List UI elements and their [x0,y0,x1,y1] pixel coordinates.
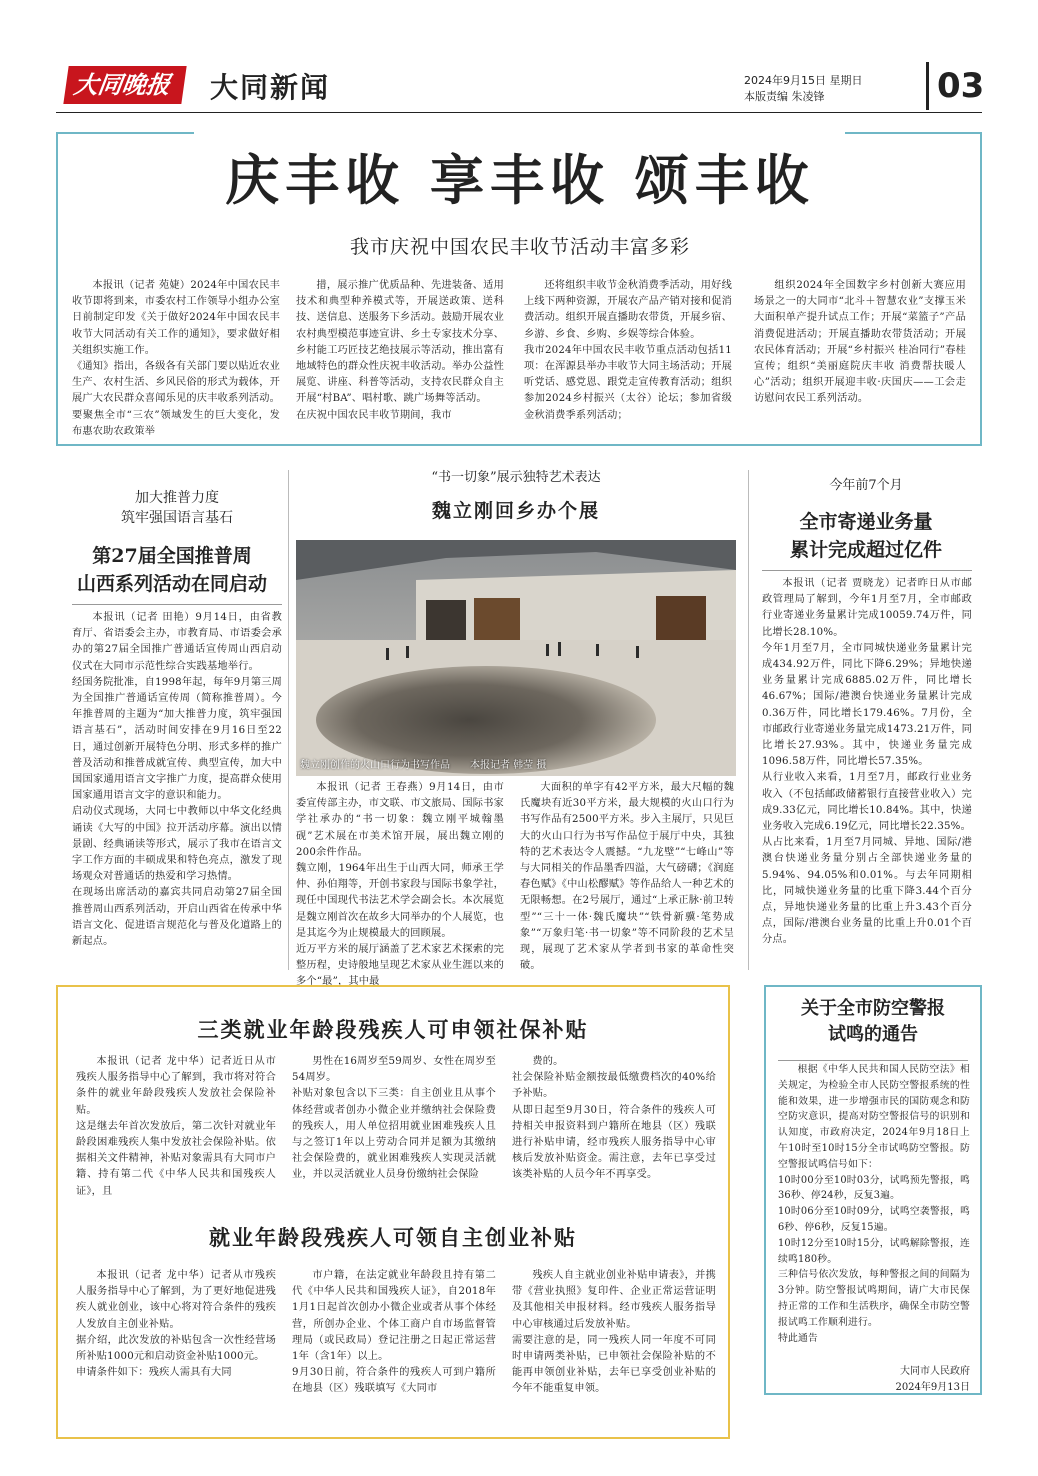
startup-column-3: 残疾人自主就业创业补贴申请表》，并携带《营业执照》复印件、企业正常运营证明及其他相关申报材料。经市残疾人服务指导中心审核通过后发放补贴。 需要注意的是，同一残疾人同一年度不可同时申请两类补贴，已申领社会保险补贴的不能再申领创业补贴，去年已享受创业补贴的今年不能重复申领。 [512,1270,716,1395]
putonghua-title [60,542,284,598]
social-column-3: 费的。 社会保险补贴金额按最低缴费档次的40%给予补贴。 从即日起至9月30日，符合条件的残疾人可持相关申报资料到户籍所在地县（区）残联进行补贴申请，经市残疾人服务指导中心审核后发放补贴资金。需注意，去年已享受过该类补贴的人员今年不再享受。 [512,1056,716,1181]
exhibit-kicker: “书一切象”展示独特艺术表达 [431,470,601,485]
social-title: 三类就业年龄段残疾人可申领社保补贴 [197,1017,589,1042]
notice-sign-date: 2024年9月13日 [895,1382,970,1393]
post-kicker: 今年前7个月 [829,478,903,493]
putonghua-kicker-line1: 加大推普力度 [135,490,219,506]
lead-column-1: 本报讯（记者 苑婕）2024年中国农民丰收节即将到来，市委农村工作领导小组办公室日前制定印发《关于做好2024年中国农民丰收节大同活动有关工作的通知》，要求做好相关组织实施工作。 《通知》指出，各级各有关部门要以贴近农业生产、农村生活、乡风民俗的形式为载体，开展广大农民群众喜闻乐见的庆丰收系列活动。要聚焦全市“三农”领域发生的巨大变化，发布惠农助农政策举 [72,280,280,437]
dateline [744,73,863,105]
notice-body: 根据《中华人民共和国人民防空法》相关规定，为检验全市人民防空警报系统的性能和效果，进一步增强市民的国防观念和防空防灾意识，提高对防空警报信号的识别和认知度，市政府决定，2024年9月18日上午10时至10时15分全市试鸣防空警报。防空警报试鸣信号如下： 10时00分至10时03分，试鸣预先警报，鸣36秒、停24秒，反复3遍。 10时06分至10时09分，试鸣空袭警报，鸣6秒、停6秒，反复15遍。 10时12分至10时15分，试鸣解除警报，连续鸣180秒。 三种信号依次发放，每种警报之间的间隔为3分钟。防空警报试鸣期间，请广大市民保持正常的工作和生活秩序，确保全市防空警报试鸣工作顺利进行。 特此通告 [778,1064,970,1344]
issue-date: 2024年9月15日 星期日 [744,74,863,87]
exhibit-column-1: 本报讯（记者 王春燕）9月14日，由市委宣传部主办，市文联、市文旅局、国际书家学社承办的“书一切象：魏立刚平城翰墨砚”艺术展在市美术馆开展，展出魏立刚的200余件作品。 魏立刚，1964年出生于山西大同，师承王学仲、孙伯翔等，开创书家段与国际书象学社，现任中国现代书法艺术学会副会长。本次展览是魏立刚首次在故乡大同举办的个人展览，也是其迄今为止规模最大的回顾展。 近万平方米的展厅涵盖了艺术家艺术探索的完整历程，史诗般地呈现艺术家从业生涯以来的多个“最”，其中最 [296,782,504,988]
post-rule [762,570,972,571]
notice-signer: 大同市人民政府 [900,1366,970,1377]
lead-box-top-right [845,132,982,134]
lead-column-3: 还将组织丰收节金秋消费季活动，用好线上线下两种资源，开展农产品产销对接和促消费活动。组织开展直播助农带货，开展乡宿、乡游、乡食、乡购、乡娱等综合体验。 我市2024年中国农民丰收节重点活动包括11项：在浑源县举办丰收节大同主场活动；开展听党话、感党恩、跟党走宣传教育活动；组织参加2024乡村振兴（太谷）论坛；参加省级金秋消费季系列活动； [524,280,732,421]
putonghua-body: 本报讯（记者 田艳）9月14日，由省教育厅、省语委会主办，市教育局、市语委会承办的第27届全国推广普通话宣传周山西启动仪式在大同市示范性综合实践基地举行。 经国务院批准，自1998年起，每年9月第三周为全国推广普通话宣传周（简称推普周）。今年推普周的主题为“加大推普力度，筑牢强国语言基石”，活动时间安排在9月16日至22日，通过创新开展特色分明、形式多样的推广普及活动和推普成就宣传、典型宣传，加大中国国家通用语言文字推广力度，提高群众使用国家通用语言文字的意识和能力。 启动仪式现场，大同七中教师以中华文化经典诵读《大写的中国》拉开活动序幕。演出以情景剧、经典诵读等形式，展示了我市在语言文字工作方面的丰硕成果和特色亮点，激发了现场观众对普通话的热爱和学习热情。 在现场出席活动的嘉宾共同启动第27届全国推普周山西系列活动，开启山西省在传承中华语言文化、促进语言规范化与普及化道路上的新起点。 [72,612,282,948]
exhibit-caption: 魏立刚创作的火山口行为书写作品 本报记者 韩莹 摄 [300,760,547,771]
section-title: 大同新闻 [210,71,331,104]
putonghua-rule [72,604,282,605]
masthead-rule [56,112,982,113]
newspaper-logo: 大同晚报 [63,66,186,104]
putonghua-kicker-line2: 筑牢强国语言基石 [121,510,233,526]
column-divider-left [288,470,289,970]
post-title-line1: 全市寄递业务量 [799,511,933,533]
putonghua-kicker [72,488,282,528]
putonghua-title-line2: 山西系列活动在同启动 [76,573,267,595]
putonghua-title-line1: 第27届全国推普周 [92,545,252,567]
gallery-hall-image [296,540,736,776]
startup-column-1: 本报讯（记者 龙中华）记者从市残疾人服务指导中心了解到，为了更好地促进残疾人就业创业，该中心将对符合条件的残疾人发放自主创业补贴。 据介绍，此次发放的补贴包含一次性经营场所补贴1000元和启动资金补贴1000元。 申请条件如下：残疾人需具有大同 [76,1270,276,1379]
lead-column-4: 组织2024年全国数字乡村创新大赛应用场景之一的大同市“北斗＋智慧农业”支撑玉米大面积单产提升试点工作；开展“菜篮子”产品消费促进活动；开展直播助农带货活动；开展农民体育活动；开展“乡村振兴 桂冶同行”春桂宣传；组织“美丽庭院庆丰收 消费帮扶暖人心”活动；组织开展迎丰收·庆国庆——工会走访慰问农民工系列活动。 [754,280,966,405]
notice-title [766,996,980,1048]
notice-rule [778,1060,968,1061]
exhibit-title: 魏立刚回乡办个展 [431,500,600,522]
social-column-1: 本报讯（记者 龙中华）记者近日从市残疾人服务指导中心了解到，我市将对符合条件的就业年龄段残疾人发放社会保险补贴。 这是继去年首次发放后，第二次针对就业年龄段困难残疾人集中发放社会保险补贴。依据相关文件精神，补贴对象需具有大同市户籍、持有第二代《中华人民共和国残疾人证》，且 [76,1056,276,1197]
social-column-2: 男性在16周岁至59周岁、女性在周岁至54周岁。 补贴对象包含以下三类：自主创业且从事个体经营或者创办小微企业并缴纳社会保险费的残疾人，用人单位招用就业困难残疾人且与之签订1年以上劳动合同并足额为其缴纳社会保险费的，就业困难残疾人实现灵活就业，并以灵活就业人员身份缴纳社会保险 [292,1056,496,1181]
post-title [760,508,972,564]
notice-title-line1: 关于全市防空警报 [801,998,945,1019]
lead-box-top-left [56,132,194,134]
startup-column-2: 市户籍，在法定就业年龄段且持有第二代《中华人民共和国残疾人证》，自2018年1月1日起首次创办小微企业或者从事个体经营，所创办企业、个体工商户自市场监督管理局（或民政局）登记注册之日起正常运营1年（含1年）以上。 9月30日前，符合条件的残疾人可到户籍所在地县（区）残联填写《大同市 [292,1270,496,1395]
page-number: 03 [926,62,982,110]
post-body: 本报讯（记者 贾晓龙）记者昨日从市邮政管理局了解到，今年1月至7月，全市邮政行业寄递业务量累计完成10059.74万件，同比增长28.10%。 今年1月至7月，全市同城快递业务量累计完成434.92万件，同比下降6.29%；异地快递业务量累计完成6885.02万件，同比增长46.67%；国际/港澳台快递业务量累计完成0.36万件，同比增长179.46%。7月份，全市邮政行业寄递业务量完成1473.21万件，同比增长27.93%。其中，快递业务量完成1096.58万件，同比增长57.35%。 从行业收入来看，1月至7月，邮政行业业务收入（不包括邮政储蓄银行直接营业收入）完成9.33亿元，同比增长10.84%。其中，快递业务收入完成6.19亿元，同比增长22.35%。 从占比来看，1月至7月同城、异地、国际/港澳台快递业务量分别占全部快递业务量的5.94%、94.05%和0.01%。与去年同期相比，同城快递业务量的比重下降3.44个百分点，异地快递业务量的比重上升3.43个百分点，国际/港澳台业务量的比重上升0.01个百分点。 [762,578,972,946]
notice-signature [778,1364,970,1396]
column-divider-right [748,470,749,970]
lead-subhead: 我市庆祝中国农民丰收节活动丰富多彩 [349,236,690,258]
exhibit-photo [296,540,736,776]
notice-title-line2: 试鸣的通告 [828,1024,918,1045]
lead-column-2: 措，展示推广优质品种、先进装备、适用技术和典型种养模式等，开展送政策、送科技、送信息、送服务下乡活动。鼓励开展农业农村典型模范事迹宣讲、乡土专家技术分享、乡村能工巧匠技艺绝技展示等活动，推出富有地域特色的群众性庆祝丰收活动。举办公益性展览、讲座、科普等活动，支持农民群众自主开展“村BA”、唱村歌、跳广场舞等活动。 在庆祝中国农民丰收节期间，我市 [296,280,504,421]
startup-title: 就业年龄段残疾人可领自主创业补贴 [209,1225,577,1250]
page-editor: 本版责编 朱凌锋 [744,90,825,103]
exhibit-column-2: 大面积的单字有42平方米，最大尺幅的魏氏魔块有近30平方米，最大规模的火山口行为书写作品有2500平方米。步入主展厅，只见巨大的火山口行为书写作品位于展厅中央，其独特的艺术表达令人震撼。“九龙壁”“七峰山”等与大同相关的作品墨香四溢，大气磅礴；《润庭春色赋》《中山松醪赋》等作品给人一种艺术的无限畅想。在2号展厅，通过“上承正脉·前卫转型”“三十一体·魏氏魔块”“铁骨新骥·笔势成象”“万象归笔·书一切象”等不同阶段的艺术呈现，展现了艺术家从学者到书家的革命性突破。 [520,782,734,972]
lead-headline: 庆丰收 享丰收 颂丰收 [225,148,815,212]
post-title-line2: 累计完成超过亿件 [789,539,942,561]
